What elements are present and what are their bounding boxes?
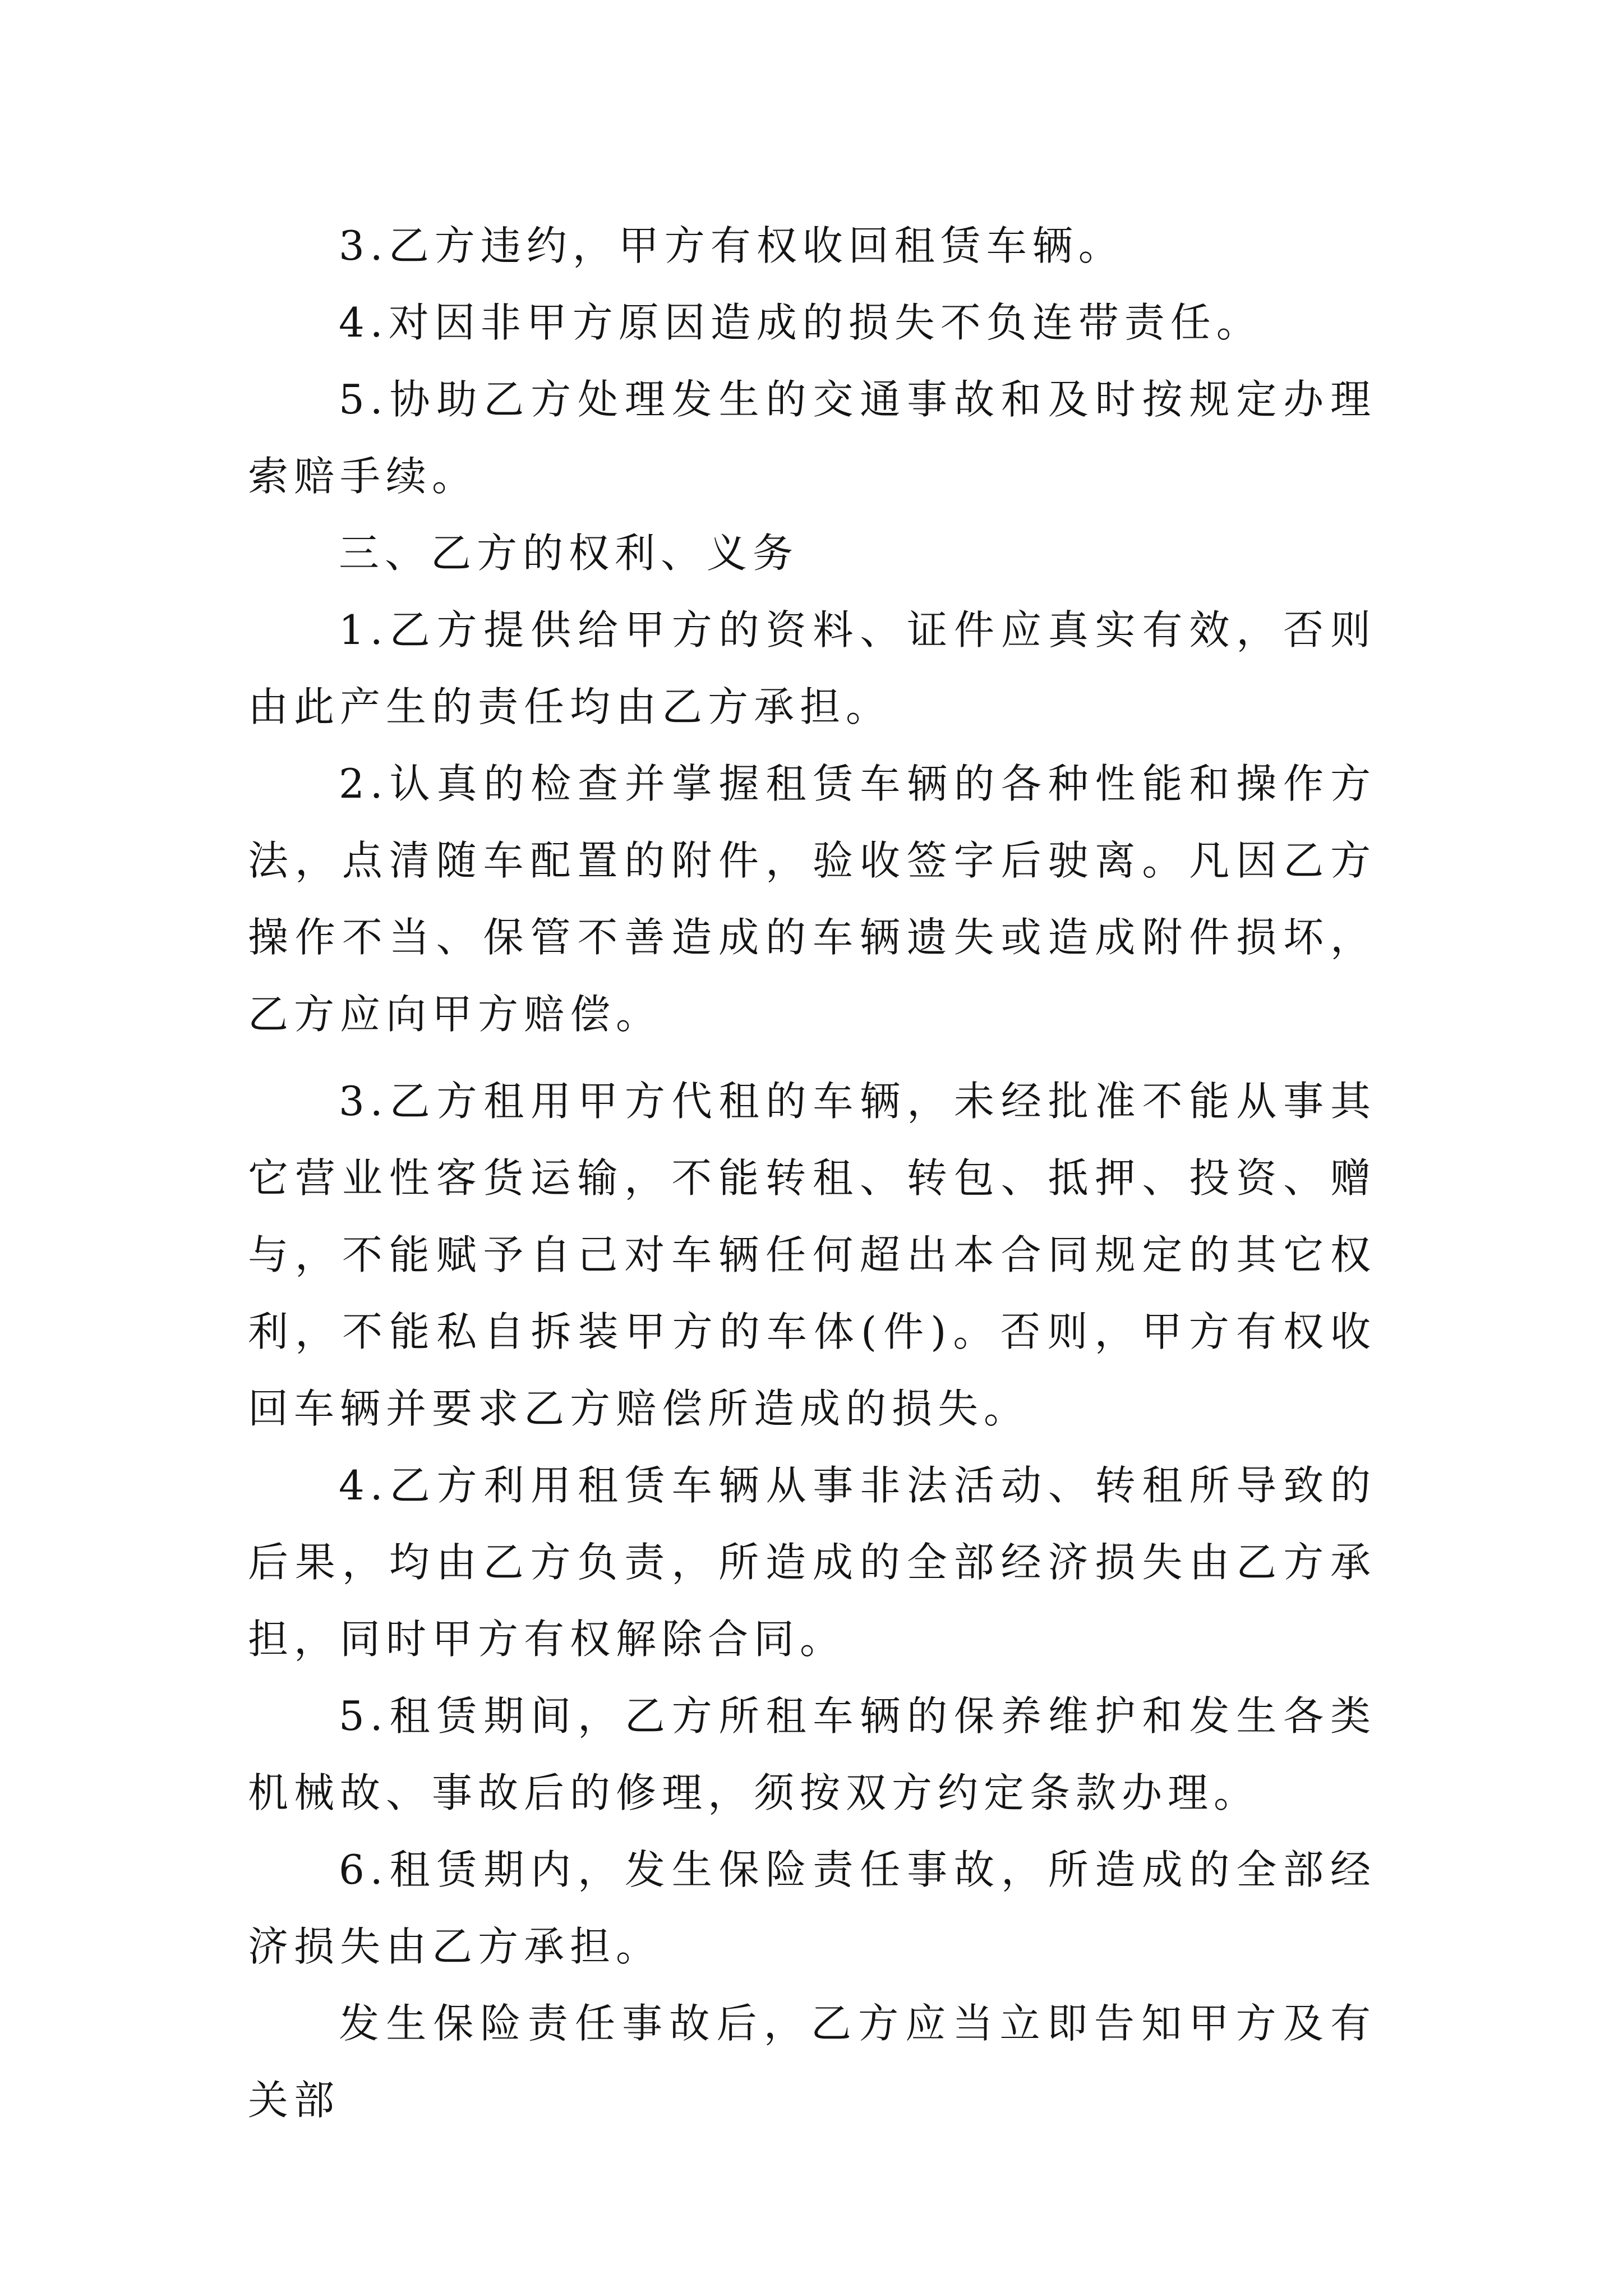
paragraph-lessor-right-5: 5.协助乙方处理发生的交通事故和及时按规定办理索赔手续。 bbox=[248, 376, 1376, 500]
paragraph-lessor-right-3: 3.乙方违约，甲方有权收回租赁车辆。 bbox=[339, 222, 1124, 269]
paragraph-lessee-duty-2: 2.认真的检查并掌握租赁车辆的各种性能和操作方法，点清随车配置的附件，验收签字后驶离。凡因乙方操作不当、保管不善造成的车辆遗失或造成附件损坏，乙方应向甲方赔偿。 bbox=[248, 760, 1376, 1038]
paragraph-insurance-accident: 发生保险责任事故后，乙方应当立即告知甲方及有关部 bbox=[248, 2000, 1376, 2124]
paragraph-lessee-duty-1: 1.乙方提供给甲方的资料、证件应真实有效，否则由此产生的责任均由乙方承担。 bbox=[248, 606, 1376, 730]
paragraph-lessor-right-4: 4.对因非甲方原因造成的损失不负连带责任。 bbox=[339, 299, 1262, 346]
paragraph-lessee-duty-5: 5.租赁期间，乙方所租车辆的保养维护和发生各类机械故、事故后的修理，须按双方约定条款办理。 bbox=[248, 1692, 1376, 1816]
paragraph-lessee-duty-6: 6.租赁期内，发生保险责任事故，所造成的全部经济损失由乙方承担。 bbox=[248, 1846, 1376, 1970]
paragraph-lessee-duty-4: 4.乙方利用租赁车辆从事非法活动、转租所导致的后果，均由乙方负责，所造成的全部经济损失由乙方承担，同时甲方有权解除合同。 bbox=[248, 1462, 1376, 1663]
paragraph-lessee-duty-3: 3.乙方租用甲方代租的车辆，未经批准不能从事其它营业性客货运输，不能转租、转包、抵押、投资、赠与，不能赋予自己对车辆任何超出本合同规定的其它权利，不能私自拆装甲方的车体(件)。否则，甲方有权收回车辆并要求乙方赔偿所造成的损失。 bbox=[248, 1078, 1376, 1432]
document-body bbox=[248, 208, 1376, 2139]
section-heading-lessee-rights: 三、乙方的权利、义务 bbox=[339, 530, 799, 577]
